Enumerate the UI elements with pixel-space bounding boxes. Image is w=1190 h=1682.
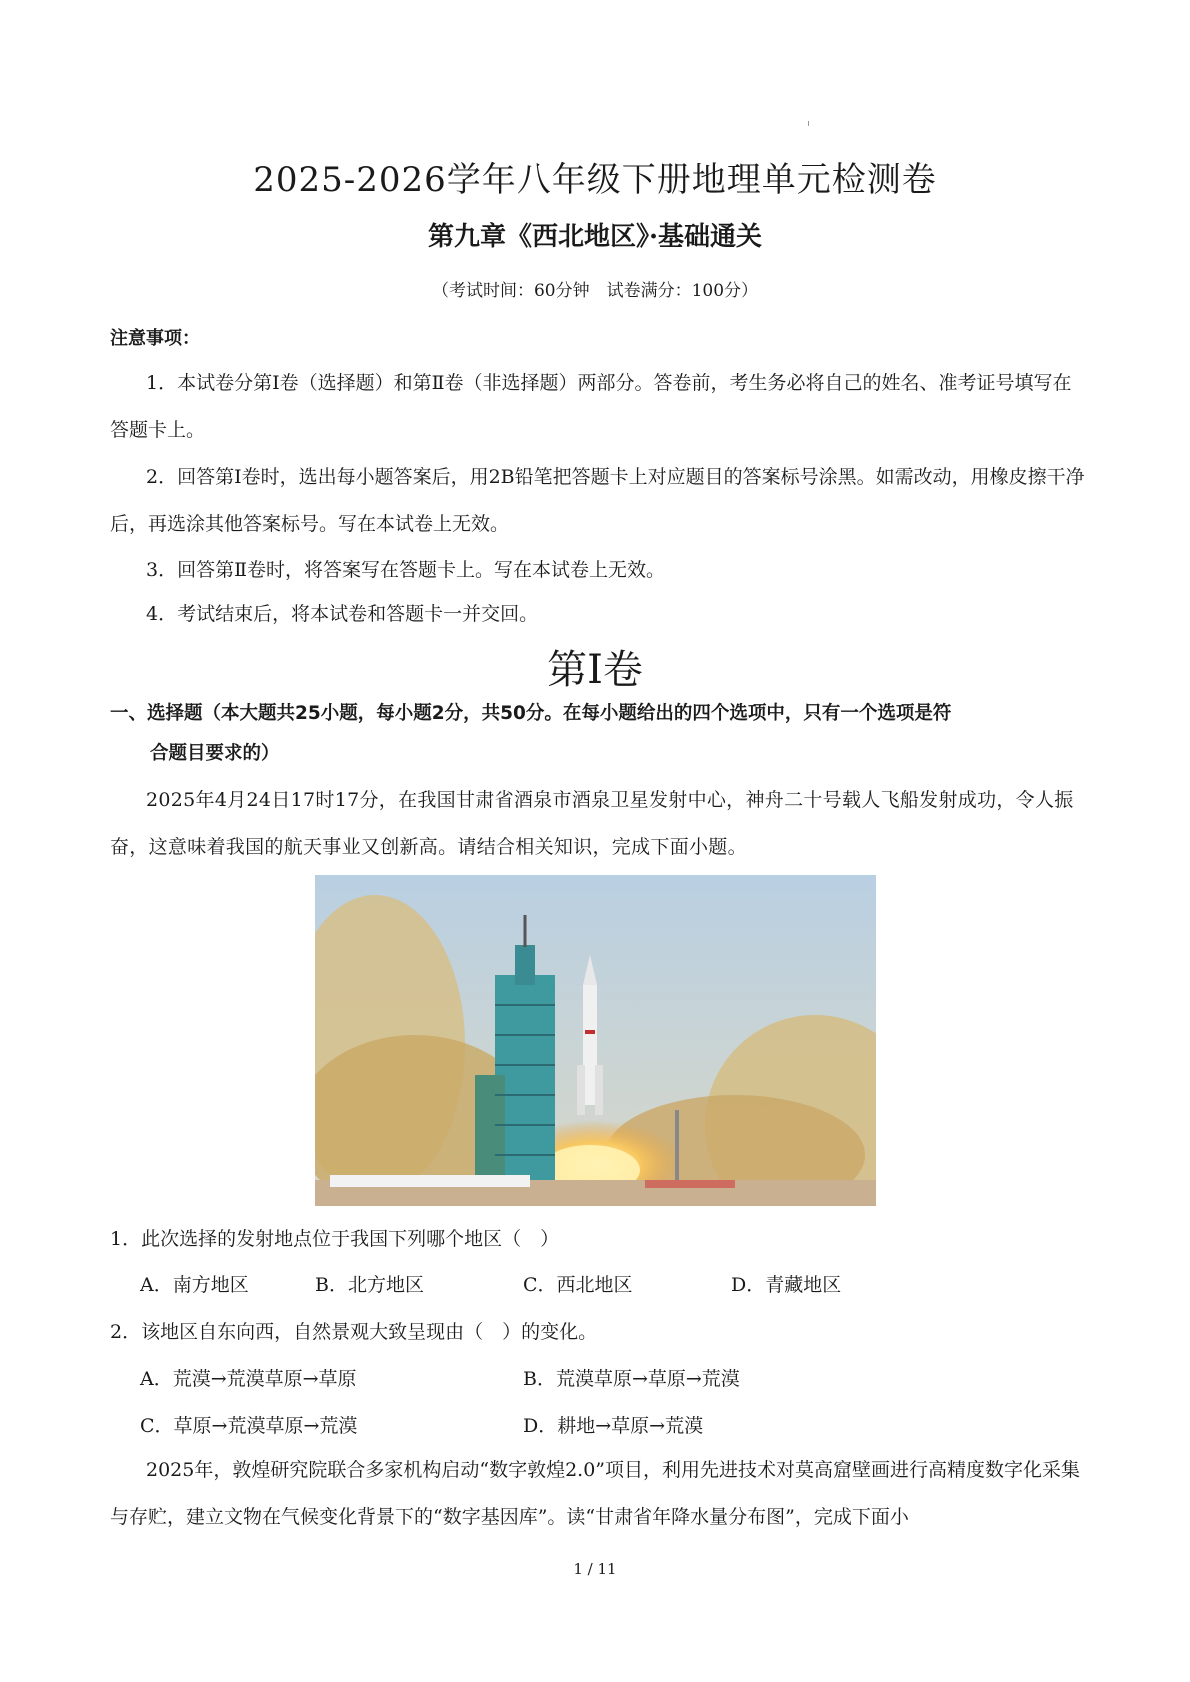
page-subtitle: 第九章《西北地区》·基础通关 xyxy=(427,222,763,252)
notice-item: 3．回答第Ⅱ卷时，将答案写在答题卡上。写在本试卷上无效。 xyxy=(146,559,666,581)
page-number: 1 / 11 xyxy=(573,1560,617,1578)
question-1-option-b: B．北方地区 xyxy=(315,1274,424,1296)
question-2-option-a: A．荒漠→荒漠草原→草原 xyxy=(140,1368,357,1390)
notice-heading: 注意事项： xyxy=(110,328,200,349)
section-heading xyxy=(110,694,1095,774)
rocket-launch-photo xyxy=(315,875,876,1206)
notice-item: 1．本试卷分第Ⅰ卷（选择题）和第Ⅱ卷（非选择题）两部分。答卷前，考生务必将自己的姓名、准考证号填写在答题卡上。 xyxy=(110,372,1072,441)
page-title: 2025-2026学年八年级下册地理单元检测卷 xyxy=(253,160,937,200)
question-2-option-c: C．草原→荒漠草原→荒漠 xyxy=(140,1415,358,1437)
passage-1: 2025年4月24日17时17分，在我国甘肃省酒泉市酒泉卫星发射中心，神舟二十号载人飞船发射成功，令人振奋，这意味着我国的航天事业又创新高。请结合相关知识，完成下面小题。 xyxy=(110,789,1074,858)
question-2-stem: 2．该地区自东向西，自然景观大致呈现由（ ）的变化。 xyxy=(110,1321,598,1343)
question-2-option-d: D．耕地→草原→荒漠 xyxy=(523,1415,704,1437)
notice-item: 4．考试结束后，将本试卷和答题卡一并交回。 xyxy=(146,603,539,625)
exam-info: （考试时间：60分钟 试卷满分：100分） xyxy=(431,281,759,301)
question-1-option-a: A．南方地区 xyxy=(140,1274,249,1296)
question-1-option-d: D．青藏地区 xyxy=(731,1274,842,1296)
section-heading-line2: 合题目要求的） xyxy=(150,743,280,764)
question-2-option-b: B．荒漠草原→草原→荒漠 xyxy=(523,1368,740,1390)
notice-item: 2．回答第Ⅰ卷时，选出每小题答案后，用2B铅笔把答题卡上对应题目的答案标号涂黑。如需改动，用橡皮擦干净后，再选涂其他答案标号。写在本试卷上无效。 xyxy=(110,466,1085,535)
scan-mark xyxy=(808,121,809,126)
question-1-option-c: C．西北地区 xyxy=(523,1274,633,1296)
passage-2: 2025年，敦煌研究院联合多家机构启动“数字敦煌2.0”项目，利用先进技术对莫高窟壁画进行高精度数字化采集与存贮，建立文物在气候变化背景下的“数字基因库”。读“甘肃省年降水量分布图”，完成下面小 xyxy=(110,1459,1080,1528)
section-heading-line1: 一、选择题（本大题共25小题，每小题2分，共50分。在每小题给出的四个选项中，只有一个选项是符 xyxy=(110,703,952,724)
part-title: 第Ⅰ卷 xyxy=(547,647,643,693)
question-1-stem: 1．此次选择的发射地点位于我国下列哪个地区（ ） xyxy=(110,1228,560,1250)
